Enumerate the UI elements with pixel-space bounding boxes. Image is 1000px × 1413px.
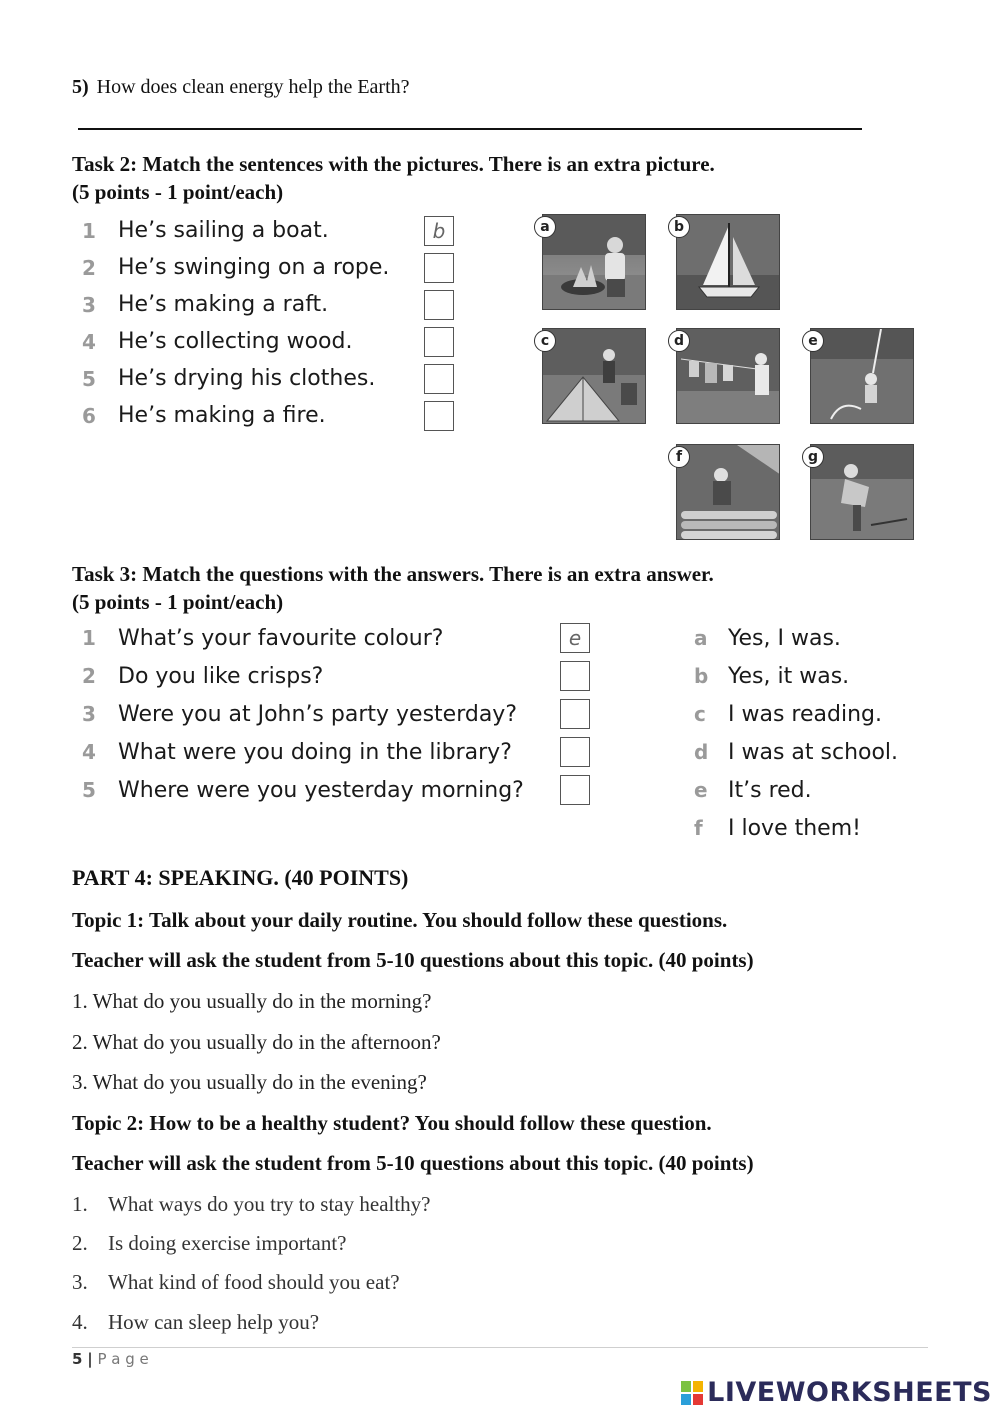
collecting-illustration bbox=[811, 445, 914, 540]
answer-text: It’s red. bbox=[728, 777, 812, 803]
item-text: Where were you yesterday morning? bbox=[118, 777, 524, 803]
item-number: 1 bbox=[82, 626, 96, 650]
picture-e bbox=[810, 328, 914, 424]
item-number: 4 bbox=[82, 329, 96, 354]
topic-1-question: 3. What do you usually do in the evening? bbox=[72, 1070, 427, 1094]
task-2-list bbox=[82, 212, 454, 434]
item-text: He’s making a raft. bbox=[118, 292, 329, 317]
task-3-instructions: Task 3: Match the questions with the answers. There is an extra answer. bbox=[72, 562, 714, 586]
list-item bbox=[82, 286, 454, 323]
question-5-text: How does clean energy help the Earth? bbox=[96, 76, 410, 98]
item-number: 5 bbox=[82, 778, 96, 802]
sailboat-illustration bbox=[677, 215, 780, 310]
list-item bbox=[694, 809, 898, 847]
question-text: How can sleep help you? bbox=[108, 1310, 320, 1334]
picture-label: e bbox=[802, 330, 824, 352]
picture-label: g bbox=[802, 446, 824, 468]
answer-box[interactable] bbox=[424, 327, 454, 357]
question-5-number: 5) bbox=[72, 76, 89, 98]
liveworksheets-brand bbox=[681, 1377, 992, 1408]
list-item bbox=[82, 619, 590, 657]
item-number: 2 bbox=[82, 255, 96, 280]
question-text: What kind of food should you eat? bbox=[108, 1270, 400, 1294]
topic-1-title: Topic 1: Talk about your daily routine. You should follow these questions. bbox=[72, 908, 728, 932]
answer-box[interactable] bbox=[424, 290, 454, 320]
answer-letter: f bbox=[694, 816, 703, 840]
liveworksheets-logo-icon bbox=[681, 1381, 703, 1405]
answer-text: I was reading. bbox=[728, 701, 882, 727]
item-number: 4 bbox=[82, 740, 96, 764]
answer-box[interactable] bbox=[560, 737, 590, 767]
topic-1-note: Teacher will ask the student from 5-10 questions about this topic. (40 points) bbox=[72, 948, 754, 972]
task-2-instructions: Task 2: Match the sentences with the pictures. There is an extra picture. bbox=[72, 152, 715, 176]
answer-box[interactable] bbox=[424, 401, 454, 431]
answer-box[interactable] bbox=[560, 699, 590, 729]
picture-g bbox=[810, 444, 914, 540]
picture-f bbox=[676, 444, 780, 540]
item-text: What were you doing in the library? bbox=[118, 739, 512, 765]
list-item bbox=[82, 249, 454, 286]
clothesline-illustration bbox=[677, 329, 780, 424]
list-item bbox=[82, 771, 590, 809]
page-footer bbox=[72, 1350, 149, 1368]
rope-swing-illustration bbox=[811, 329, 914, 424]
answer-box[interactable] bbox=[424, 364, 454, 394]
picture-c bbox=[542, 328, 646, 424]
topic-2-question bbox=[72, 1231, 347, 1256]
item-number: 2 bbox=[82, 664, 96, 688]
task-2-points: (5 points - 1 point/each) bbox=[72, 180, 284, 204]
answer-letter: a bbox=[694, 626, 708, 650]
raft-illustration bbox=[677, 445, 780, 540]
picture-label: f bbox=[668, 446, 690, 468]
task-3-answers bbox=[694, 619, 898, 847]
list-item bbox=[694, 657, 898, 695]
item-text: He’s swinging on a rope. bbox=[118, 255, 390, 280]
picture-label: b bbox=[668, 216, 690, 238]
item-number: 6 bbox=[82, 403, 96, 428]
item-text: Do you like crisps? bbox=[118, 663, 324, 689]
topic-2-question bbox=[72, 1192, 431, 1217]
item-number: 5 bbox=[82, 366, 96, 391]
picture-label: c bbox=[534, 330, 556, 352]
answer-text: Yes, I was. bbox=[728, 625, 841, 651]
answer-box[interactable]: e bbox=[560, 623, 590, 653]
item-text: He’s drying his clothes. bbox=[118, 366, 376, 391]
topic-2-note: Teacher will ask the student from 5-10 questions about this topic. (40 points) bbox=[72, 1151, 754, 1175]
item-text: He’s making a fire. bbox=[118, 403, 326, 428]
picture-label: d bbox=[668, 330, 690, 352]
item-number: 3 bbox=[82, 292, 96, 317]
answer-text: I was at school. bbox=[728, 739, 899, 765]
item-number: 1 bbox=[82, 218, 96, 243]
list-item bbox=[694, 619, 898, 657]
question-text: What ways do you try to stay healthy? bbox=[108, 1192, 431, 1216]
item-text: What’s your favourite colour? bbox=[118, 625, 444, 651]
campfire-illustration bbox=[543, 215, 646, 310]
answer-line[interactable] bbox=[78, 128, 862, 130]
part-4-title: PART 4: SPEAKING. (40 POINTS) bbox=[72, 865, 409, 890]
list-item bbox=[694, 695, 898, 733]
picture-b bbox=[676, 214, 780, 310]
answer-letter: c bbox=[694, 702, 706, 726]
item-text: He’s sailing a boat. bbox=[118, 218, 329, 243]
question-5 bbox=[72, 76, 410, 99]
list-item bbox=[82, 733, 590, 771]
item-text: He’s collecting wood. bbox=[118, 329, 353, 354]
page-number: 5 bbox=[72, 1350, 83, 1368]
question-number: 3. bbox=[72, 1270, 88, 1294]
topic-2-question bbox=[72, 1310, 319, 1335]
topic-2-title: Topic 2: How to be a healthy student? You should follow these question. bbox=[72, 1111, 712, 1135]
task-3-points: (5 points - 1 point/each) bbox=[72, 590, 284, 614]
list-item bbox=[82, 695, 590, 733]
answer-text: Yes, it was. bbox=[728, 663, 850, 689]
question-text: Is doing exercise important? bbox=[108, 1231, 347, 1255]
topic-2-question bbox=[72, 1270, 400, 1295]
list-item bbox=[82, 212, 454, 249]
question-number: 2. bbox=[72, 1231, 88, 1255]
task-2-title bbox=[72, 150, 715, 206]
answer-box[interactable] bbox=[424, 253, 454, 283]
answer-letter: e bbox=[694, 778, 708, 802]
list-item bbox=[694, 771, 898, 809]
list-item bbox=[694, 733, 898, 771]
topic-1-question: 1. What do you usually do in the morning? bbox=[72, 989, 432, 1013]
question-number: 1. bbox=[72, 1192, 88, 1216]
answer-box[interactable] bbox=[560, 661, 590, 691]
picture-a bbox=[542, 214, 646, 310]
list-item bbox=[82, 360, 454, 397]
footer-divider bbox=[72, 1347, 928, 1348]
item-number: 3 bbox=[82, 702, 96, 726]
item-text: Were you at John’s party yesterday? bbox=[118, 701, 517, 727]
answer-box[interactable]: b bbox=[424, 216, 454, 246]
answer-box[interactable] bbox=[560, 775, 590, 805]
answer-letter: b bbox=[694, 664, 709, 688]
picture-label: a bbox=[534, 216, 556, 238]
list-item bbox=[82, 323, 454, 360]
page-label: P a g e bbox=[97, 1350, 149, 1368]
question-number: 4. bbox=[72, 1310, 88, 1334]
page-separator: | bbox=[87, 1350, 93, 1368]
brand-name: LIVEWORKSHEETS bbox=[707, 1377, 992, 1408]
topic-1-question: 2. What do you usually do in the afternoon? bbox=[72, 1030, 441, 1054]
list-item bbox=[82, 397, 454, 434]
task-3-title bbox=[72, 560, 714, 616]
task-3-questions bbox=[82, 619, 590, 809]
tent-illustration bbox=[543, 329, 646, 424]
picture-d bbox=[676, 328, 780, 424]
list-item bbox=[82, 657, 590, 695]
answer-text: I love them! bbox=[728, 815, 861, 841]
answer-letter: d bbox=[694, 740, 709, 764]
